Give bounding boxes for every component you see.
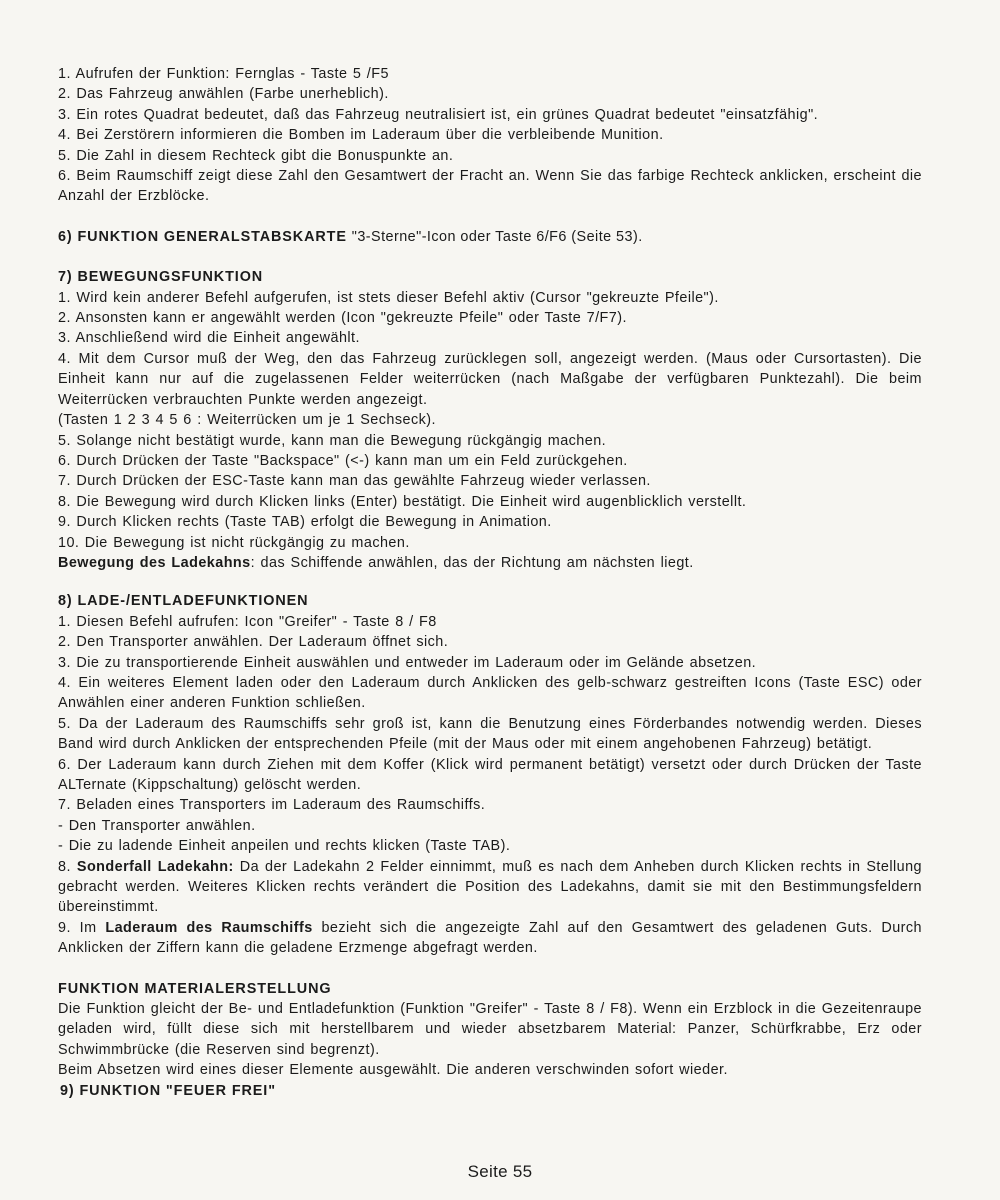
list-item-number: 8.	[58, 858, 77, 875]
list-item: 6. Der Laderaum kann durch Ziehen mit dem Koffer (Klick wird permanent betätigt) versetzt oder durch Drücken der Taste ALTernate (Kippschaltung) gelöscht werden.	[58, 756, 922, 793]
section-6-title: 6) FUNKTION GENERALSTABSKARTE	[58, 228, 347, 245]
fernglas-list	[58, 64, 922, 207]
list-item: (Tasten 1 2 3 4 5 6 : Weiterrücken um je 1 Sechseck).	[58, 412, 436, 429]
list-item: 2. Das Fahrzeug anwählen (Farbe unerheblich).	[58, 86, 389, 103]
list-item: - Den Transporter anwählen.	[58, 817, 256, 834]
section-8-title: 8) LADE-/ENTLADEFUNKTIONEN	[58, 593, 309, 610]
list-item-number: 9. Im	[58, 919, 106, 936]
list-item: - Die zu ladende Einheit anpeilen und rechts klicken (Taste TAB).	[58, 838, 511, 855]
list-item: 1. Aufrufen der Funktion: Fernglas - Taste 5 /F5	[58, 66, 389, 82]
list-item: 9. Durch Klicken rechts (Taste TAB) erfolgt die Bewegung in Animation.	[58, 514, 552, 531]
material-paragraph: Die Funktion gleicht der Be- und Entladefunktion (Funktion "Greifer" - Taste 8 / F8). Wenn ein Erzblock in die Gezeitenraupe geladen wird, füllt diese sich mit herstellbarem und wieder absetzbarem Material: Panzer, Schürfkrabbe, Erz oder Schwimmbrücke (die Reserven sind begrenzt).	[58, 1001, 922, 1058]
section-7-title: 7) BEWEGUNGSFUNKTION	[58, 269, 264, 286]
list-item: 1. Wird kein anderer Befehl aufgerufen, ist stets dieser Befehl aktiv (Cursor "gekreuzte Pfeile").	[58, 289, 719, 306]
ladekahn-note-label: Bewegung des Ladekahns	[58, 554, 251, 571]
list-item: 2. Den Transporter anwählen. Der Laderaum öffnet sich.	[58, 634, 449, 651]
list-item: 5. Da der Laderaum des Raumschiffs sehr groß ist, kann die Benutzung eines Förderbandes notwendig werden. Dieses Band wird durch Anklicken der entsprechenden Pfeile (mit der Maus oder mit einem angehobenen Fahrzeug) betätigt.	[58, 715, 922, 753]
list-item: 1. Diesen Befehl aufrufen: Icon "Greifer" - Taste 8 / F8	[58, 613, 437, 630]
list-item: 5. Solange nicht bestätigt wurde, kann man die Bewegung rückgängig machen.	[58, 432, 607, 449]
section-7	[58, 267, 922, 573]
material-title: FUNKTION MATERIALERSTELLUNG	[58, 980, 332, 997]
list-item	[58, 857, 922, 918]
section-6-description: "3-Sterne"-Icon oder Taste 6/F6 (Seite 53).	[351, 228, 643, 245]
list-item: 10. Die Bewegung ist nicht rückgängig zu machen.	[58, 534, 410, 551]
ladekahn-note	[58, 553, 922, 573]
list-item: 7. Durch Drücken der ESC-Taste kann man das gewählte Fahrzeug wieder verlassen.	[58, 473, 651, 490]
sonderfall-label: Sonderfall Ladekahn:	[76, 858, 234, 875]
section-8	[58, 591, 922, 958]
list-item: 5. Die Zahl in diesem Rechteck gibt die Bonuspunkte an.	[58, 147, 454, 164]
section-6-heading	[58, 227, 922, 247]
list-item: 4. Bei Zerstörern informieren die Bomben im Laderaum über die verbleibende Munition.	[58, 127, 664, 144]
laderaum-text: bezieht sich die angezeigte Zahl auf den Gesamtwert des geladenen Guts. Durch Anklicken der Ziffern kann die geladene Erzmenge abgefragt werden.	[58, 919, 922, 957]
material-paragraph: Beim Absetzen wird eines dieser Elemente ausgewählt. Die anderen verschwinden sofort wieder.	[58, 1062, 728, 1079]
list-item: 7. Beladen eines Transporters im Laderaum des Raumschiffs.	[58, 797, 486, 814]
list-item	[58, 918, 922, 959]
list-item: 3. Ein rotes Quadrat bedeutet, daß das Fahrzeug neutralisiert ist, ein grünes Quadrat bedeutet "einsatzfähig".	[58, 106, 819, 123]
section-9-title: 9) FUNKTION "FEUER FREI"	[60, 1082, 276, 1099]
list-item: 6. Durch Drücken der Taste "Backspace" (<-) kann man um ein Feld zurückgehen.	[58, 452, 628, 469]
laderaum-label: Laderaum des Raumschiffs	[105, 919, 313, 936]
list-item: 3. Die zu transportierende Einheit auswählen und entweder im Laderaum oder im Gelände absetzen.	[58, 654, 757, 671]
list-item: 2. Ansonsten kann er angewählt werden (Icon "gekreuzte Pfeile" oder Taste 7/F7).	[58, 310, 627, 327]
list-item: 4. Ein weiteres Element laden oder den Laderaum durch Anklicken des gelb-schwarz gestreiften Icons (Taste ESC) oder Anwählen einer anderen Funktion schließen.	[58, 674, 922, 712]
list-item: 8. Die Bewegung wird durch Klicken links (Enter) bestätigt. Die Einheit wird augenblicklich verstellt.	[58, 493, 747, 510]
list-item: 3. Anschließend wird die Einheit angewählt.	[58, 330, 360, 347]
material-section	[58, 979, 922, 1101]
page-number: Seite 55	[467, 1162, 533, 1181]
ladekahn-note-text: : das Schiffende anwählen, das der Richtung am nächsten liegt.	[250, 554, 694, 571]
sonderfall-text: Da der Ladekahn 2 Felder einnimmt, muß es nach dem Anheben durch Klicken rechts in Stellung gebracht werden. Weiteres Klicken rechts verändert die Position des Ladekahns, damit sie mit den Bestimmungsfeldern übereinstimmt.	[58, 858, 922, 916]
list-item: 4. Mit dem Cursor muß der Weg, den das Fahrzeug zurücklegen soll, angezeigt werden. (Maus oder Cursortasten). Die Einheit kann nur auf die zugelassenen Felder weiterrücken (nach Maßgabe der verfügbaren Punktezahl). Die beim Weiterrücken verbrauchten Punkte werden angezeigt.	[58, 350, 922, 408]
list-item: 6. Beim Raumschiff zeigt diese Zahl den Gesamtwert der Fracht an. Wenn Sie das farbige Rechteck anklicken, erscheint die Anzahl der Erzblöcke.	[58, 168, 922, 205]
